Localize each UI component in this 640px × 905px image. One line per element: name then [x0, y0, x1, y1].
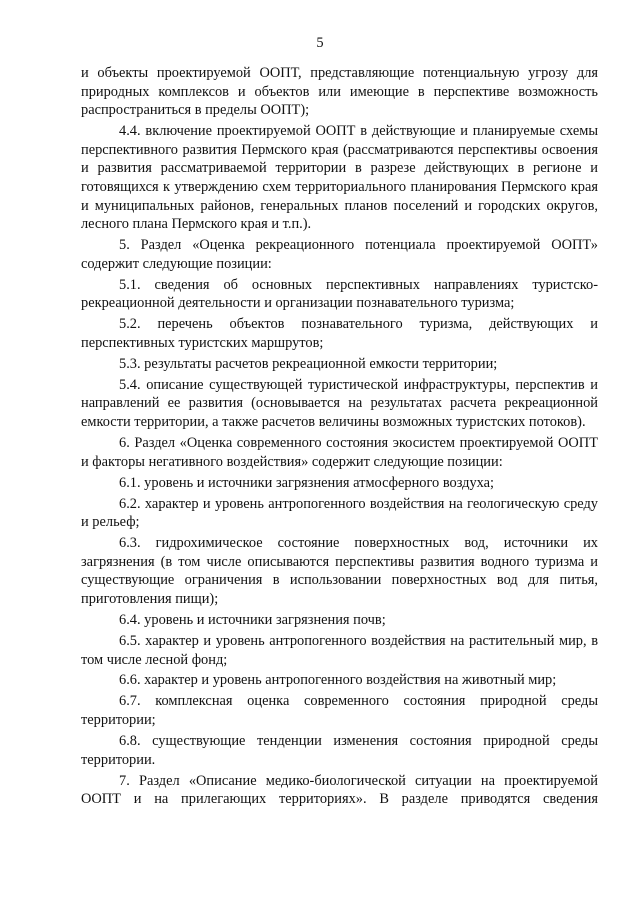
paragraph-4-4: 4.4. включение проектируемой ООПТ в действующие и планируемые схемы перспективного развития Пермского края (рассматриваются перспективы освоения и развития рассматриваемой территории в разрезе действующих в регионе и готовящихся к утверждению схем территориального планирования Пермского края и муниципальных районов, генеральных планов поселений и городских округов, лесного плана Пермского края и т.п.). — [81, 123, 598, 233]
paragraph-section-6: 6. Раздел «Оценка современного состояния экосистем проектируемой ООПТ и факторы негативного воздействия» содержит следующие позиции: — [81, 435, 598, 470]
paragraph-6-4: 6.4. уровень и источники загрязнения почв; — [119, 611, 386, 628]
document-body — [81, 64, 598, 811]
paragraph-6-5: 6.5. характер и уровень антропогенного воздействия на растительный мир, в том числе лесной фонд; — [81, 632, 598, 668]
paragraph-6-1: 6.1. уровень и источники загрязнения атмосферного воздуха; — [119, 474, 495, 491]
paragraph-6-2: 6.2. характер и уровень антропогенного воздействия на геологическую среду и рельеф; — [81, 495, 598, 531]
paragraph-5-1: 5.1. сведения об основных перспективных направлениях туристско-рекреационной деятельности и организации познавательного туризма; — [81, 276, 598, 312]
paragraph-section-5: 5. Раздел «Оценка рекреационного потенциала проектируемой ООПТ» содержит следующие позиции: — [81, 237, 598, 272]
paragraph-5-4: 5.4. описание существующей туристической инфраструктуры, перспектив и направлений ее развития (основывается на результатах расчета рекреационной емкости территории, а также расчетов величины возможных туристских потоков). — [81, 376, 598, 431]
paragraph-section-7: 7. Раздел «Описание медико-биологической ситуации на проектируемой ООПТ и на прилегающих территориях». В разделе приводятся сведения — [81, 772, 598, 808]
paragraph-6-8: 6.8. существующие тенденции изменения состояния природной среды территории. — [81, 733, 598, 768]
paragraph-5-3: 5.3. результаты расчетов рекреационной емкости территории; — [119, 355, 498, 372]
paragraph-6-6: 6.6. характер и уровень антропогенного воздействия на животный мир; — [119, 672, 557, 689]
paragraph-6-7: 6.7. комплексная оценка современного состояния природной среды территории; — [81, 693, 598, 729]
page-number: 5 — [316, 35, 324, 51]
paragraph-5-2: 5.2. перечень объектов познавательного туризма, действующих и перспективных туристских маршрутов; — [81, 316, 598, 351]
paragraph-continuation: и объекты проектируемой ООПТ, представляющие потенциальную угрозу для природных комплексов и объектов или имеющие в перспективе возможность распространиться в пределы ООПТ); — [81, 65, 598, 119]
paragraph-6-3: 6.3. гидрохимическое состояние поверхностных вод, источники их загрязнения (в том числе описываются перспективы развития водного туризма и существующие ограничения в использовании поверхностных вод для питья, приготовления пищи); — [81, 535, 598, 607]
